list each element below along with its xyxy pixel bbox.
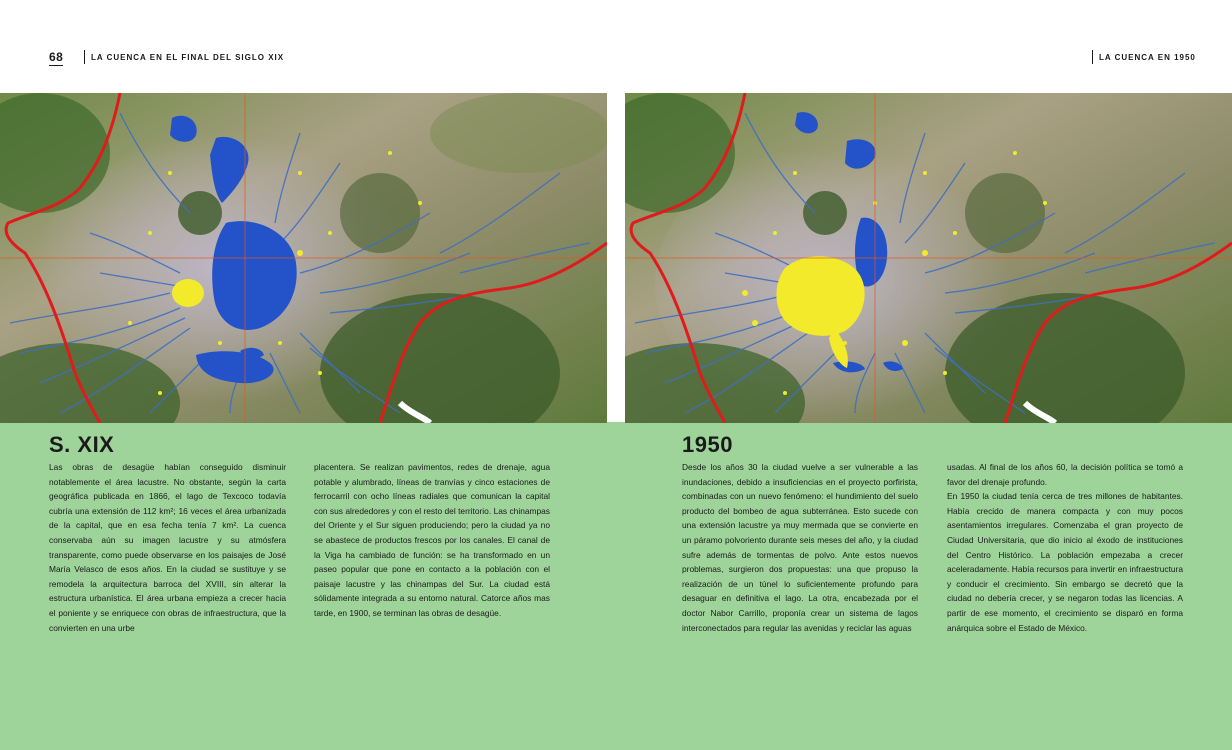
running-title-left: LA CUENCA EN EL FINAL DEL SIGLO XIX (91, 53, 285, 62)
paragraph: placentera. Se realizan pavimentos, redes de drenaje, agua potable y alumbrado, líneas de tranvías y cinco estaciones de ferrocarril con ocho líneas radiales que comunican la capital con sus alrededores y con el resto del territorio. Las chinampas del Oriente y el Sur siguen produciendo; pero la ciudad ya no se abastece de productos frescos por los canales. El canal de la Viga ha cambiado de función: se ha transformado en un paseo popular que pone en contacto a la población con el paisaje lacustre y las chinampas del Sur. La ciudad está sólidamente integrada a su entorno natural. Catorce años mas tarde, en 1900, se terminan las obras de desagüe. (314, 462, 550, 618)
paragraph: Las obras de desagüe habían conseguido disminuir notablemente el área lacustre. No obstante, según la carta geográfica publicada en 1866, el lago de Texcoco todavía cubría una extensión de 112 km²; 16 veces el área urbanizada de la capital, que en esa fecha tenía 7 km². La cuenca conservaba aún su imagen lacustre y su atmósfera transparente, como puede observarse en los paisajes de José María Velasco de esos años. En la ciudad se sustituye y se remodela la arquitectura barroca del XVIII, sin alterar la estructura urbanística. El área urbana empieza a crecer hacia el poniente y se enriquece con obras de infraestructura, que la convierten en una urbe (49, 462, 286, 633)
paragraph: usadas. Al final de los años 60, la decisión política se tomó a favor del drenaje profundo. (947, 462, 1183, 487)
paragraph: En 1950 la ciudad tenía cerca de tres millones de habitantes. Había crecido de manera compacta y con muy pocos asentamientos irregulares. Comenzaba el gran proyecto de Ciudad Universitaria, que dio inicio al éxodo de instituciones del Centro Histórico. La población empezaba a crecer aceleradamente. Había recursos para invertir en infraestructura y conducir el crecimiento. Sin embargo se decretó que la ciudad no debería crecer, y se negaron todas las licencias. A partir de ese momento, el crecimiento se disparó en forma anárquica sobre el Estado de México. (947, 491, 1183, 633)
cerro (178, 191, 222, 235)
urban-area (172, 279, 204, 307)
text-column-1950-2 (947, 460, 1183, 635)
section-title-xix: S. XIX (49, 432, 115, 457)
text-column-xix-1 (49, 460, 286, 635)
header-divider-left (84, 50, 85, 64)
text-column-1950-1 (682, 460, 918, 635)
running-title-right: LA CUENCA EN 1950 (1099, 53, 1196, 62)
basin-map-xix (0, 93, 607, 423)
paragraph: Desde los años 30 la ciudad vuelve a ser vulnerable a las inundaciones, debido a insuficiencias en el proyecto porfirista, combinadas con un nuevo fenómeno: el hundimiento del suelo producto del bombeo de agua subterránea. Esto sucede con una extensión lacustre ya muy mermada que se convierte en un páramo polvoriento durante seis meses del año, y la ciudad sufre además de tormentas de polvo. Ante estos nuevos problemas, surgieron dos propuestas: una que propuso la realización de un túnel lo suficientemente profundo para desaguar en definitiva el lago. La otra, encabezada por el doctor Nabor Carrillo, proponía crear un sistema de lagos interconectados para regular las avenidas y reciclar las aguas (682, 462, 918, 633)
header-divider-right (1092, 50, 1093, 64)
page-number: 68 (49, 50, 64, 64)
page-header (0, 0, 1232, 93)
section-title-1950: 1950 (682, 432, 733, 457)
basin-map-1950 (625, 93, 1232, 423)
text-column-xix-2 (314, 460, 550, 621)
